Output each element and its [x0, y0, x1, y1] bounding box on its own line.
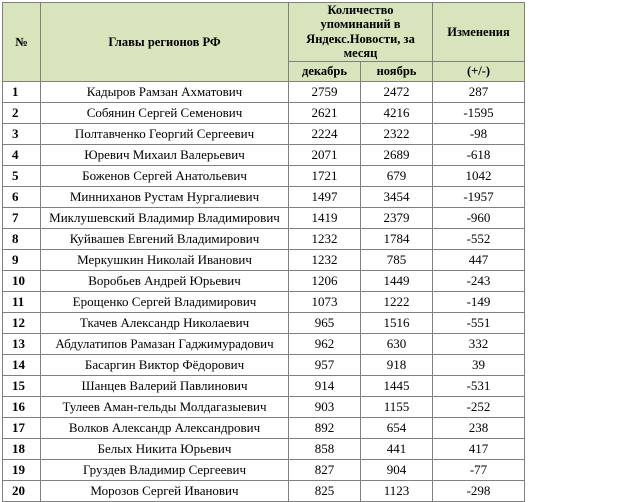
change-cell: -77	[433, 459, 525, 480]
rank-cell: 16	[3, 396, 41, 417]
rank-cell: 12	[3, 312, 41, 333]
november-cell: 1123	[361, 480, 433, 501]
name-cell: Полтавченко Георгий Сергеевич	[41, 123, 289, 144]
name-cell: Боженов Сергей Анатольевич	[41, 165, 289, 186]
table-row	[3, 123, 525, 144]
name-cell: Меркушкин Николай Иванович	[41, 249, 289, 270]
november-cell: 679	[361, 165, 433, 186]
change-cell: 287	[433, 81, 525, 102]
rank-cell: 6	[3, 186, 41, 207]
december-cell: 1206	[289, 270, 361, 291]
december-cell: 1232	[289, 249, 361, 270]
december-cell: 957	[289, 354, 361, 375]
december-cell: 827	[289, 459, 361, 480]
table-row	[3, 81, 525, 102]
rank-cell: 3	[3, 123, 41, 144]
change-cell: -552	[433, 228, 525, 249]
table-row	[3, 165, 525, 186]
november-cell: 2472	[361, 81, 433, 102]
change-cell: -1957	[433, 186, 525, 207]
name-cell: Морозов Сергей Иванович	[41, 480, 289, 501]
rank-cell: 13	[3, 333, 41, 354]
change-cell: -960	[433, 207, 525, 228]
table-row	[3, 102, 525, 123]
change-cell: 447	[433, 249, 525, 270]
change-cell: -531	[433, 375, 525, 396]
table-row	[3, 144, 525, 165]
name-cell: Абдулатипов Рамазан Гаджимурадович	[41, 333, 289, 354]
name-cell: Миклушевский Владимир Владимирович	[41, 207, 289, 228]
header-december: декабрь	[289, 61, 361, 81]
name-cell: Тулеев Аман-гельды Молдагазыевич	[41, 396, 289, 417]
december-cell: 1073	[289, 291, 361, 312]
december-cell: 892	[289, 417, 361, 438]
rank-cell: 1	[3, 81, 41, 102]
december-cell: 1497	[289, 186, 361, 207]
december-cell: 825	[289, 480, 361, 501]
change-cell: -1595	[433, 102, 525, 123]
header-name: Главы регионов РФ	[41, 3, 289, 82]
table-row	[3, 333, 525, 354]
december-cell: 903	[289, 396, 361, 417]
header-change: Изменения	[433, 3, 525, 62]
table-row	[3, 249, 525, 270]
november-cell: 3454	[361, 186, 433, 207]
header-november: ноябрь	[361, 61, 433, 81]
rank-cell: 10	[3, 270, 41, 291]
change-cell: -298	[433, 480, 525, 501]
rank-cell: 5	[3, 165, 41, 186]
december-cell: 1721	[289, 165, 361, 186]
name-cell: Ткачев Александр Николаевич	[41, 312, 289, 333]
november-cell: 785	[361, 249, 433, 270]
november-cell: 4216	[361, 102, 433, 123]
rank-cell: 7	[3, 207, 41, 228]
november-cell: 1445	[361, 375, 433, 396]
december-cell: 965	[289, 312, 361, 333]
name-cell: Куйвашев Евгений Владимирович	[41, 228, 289, 249]
rank-cell: 19	[3, 459, 41, 480]
november-cell: 654	[361, 417, 433, 438]
change-cell: -149	[433, 291, 525, 312]
name-cell: Шанцев Валерий Павлинович	[41, 375, 289, 396]
december-cell: 2621	[289, 102, 361, 123]
header-change-sign: (+/-)	[433, 61, 525, 81]
rank-cell: 20	[3, 480, 41, 501]
change-cell: 332	[433, 333, 525, 354]
change-cell: -243	[433, 270, 525, 291]
november-cell: 1784	[361, 228, 433, 249]
name-cell: Басаргин Виктор Фёдорович	[41, 354, 289, 375]
december-cell: 962	[289, 333, 361, 354]
november-cell: 2322	[361, 123, 433, 144]
rank-cell: 9	[3, 249, 41, 270]
table-row	[3, 270, 525, 291]
regional-heads-mentions-table	[2, 2, 525, 502]
table-row	[3, 375, 525, 396]
rank-cell: 2	[3, 102, 41, 123]
november-cell: 441	[361, 438, 433, 459]
table-row	[3, 291, 525, 312]
rank-cell: 8	[3, 228, 41, 249]
name-cell: Груздев Владимир Сергеевич	[41, 459, 289, 480]
rank-cell: 11	[3, 291, 41, 312]
table-row	[3, 312, 525, 333]
name-cell: Воробьев Андрей Юрьевич	[41, 270, 289, 291]
change-cell: -98	[433, 123, 525, 144]
name-cell: Волков Александр Александрович	[41, 417, 289, 438]
name-cell: Минниханов Рустам Нургалиевич	[41, 186, 289, 207]
table-row	[3, 354, 525, 375]
change-cell: -252	[433, 396, 525, 417]
december-cell: 2071	[289, 144, 361, 165]
name-cell: Кадыров Рамзан Ахматович	[41, 81, 289, 102]
november-cell: 904	[361, 459, 433, 480]
change-cell: 417	[433, 438, 525, 459]
november-cell: 2689	[361, 144, 433, 165]
november-cell: 1516	[361, 312, 433, 333]
december-cell: 914	[289, 375, 361, 396]
table-row	[3, 207, 525, 228]
table-row	[3, 480, 525, 501]
december-cell: 1419	[289, 207, 361, 228]
change-cell: 1042	[433, 165, 525, 186]
name-cell: Юревич Михаил Валерьевич	[41, 144, 289, 165]
table-body	[3, 81, 525, 501]
rank-cell: 14	[3, 354, 41, 375]
december-cell: 858	[289, 438, 361, 459]
november-cell: 918	[361, 354, 433, 375]
change-cell: 238	[433, 417, 525, 438]
table-row	[3, 396, 525, 417]
table-row	[3, 459, 525, 480]
name-cell: Белых Никита Юрьевич	[41, 438, 289, 459]
rank-cell: 4	[3, 144, 41, 165]
december-cell: 2759	[289, 81, 361, 102]
november-cell: 1222	[361, 291, 433, 312]
table-row	[3, 228, 525, 249]
name-cell: Ерощенко Сергей Владимирович	[41, 291, 289, 312]
november-cell: 1449	[361, 270, 433, 291]
december-cell: 2224	[289, 123, 361, 144]
november-cell: 1155	[361, 396, 433, 417]
change-cell: -618	[433, 144, 525, 165]
rank-cell: 15	[3, 375, 41, 396]
rank-cell: 18	[3, 438, 41, 459]
november-cell: 630	[361, 333, 433, 354]
table-row	[3, 186, 525, 207]
december-cell: 1232	[289, 228, 361, 249]
header-mentions: Количество упоминаний в Яндекс.Новости, за месяц	[289, 3, 433, 62]
header-rank: №	[3, 3, 41, 82]
rank-cell: 17	[3, 417, 41, 438]
name-cell: Собянин Сергей Семенович	[41, 102, 289, 123]
change-cell: 39	[433, 354, 525, 375]
table-row	[3, 438, 525, 459]
table-row	[3, 417, 525, 438]
change-cell: -551	[433, 312, 525, 333]
november-cell: 2379	[361, 207, 433, 228]
